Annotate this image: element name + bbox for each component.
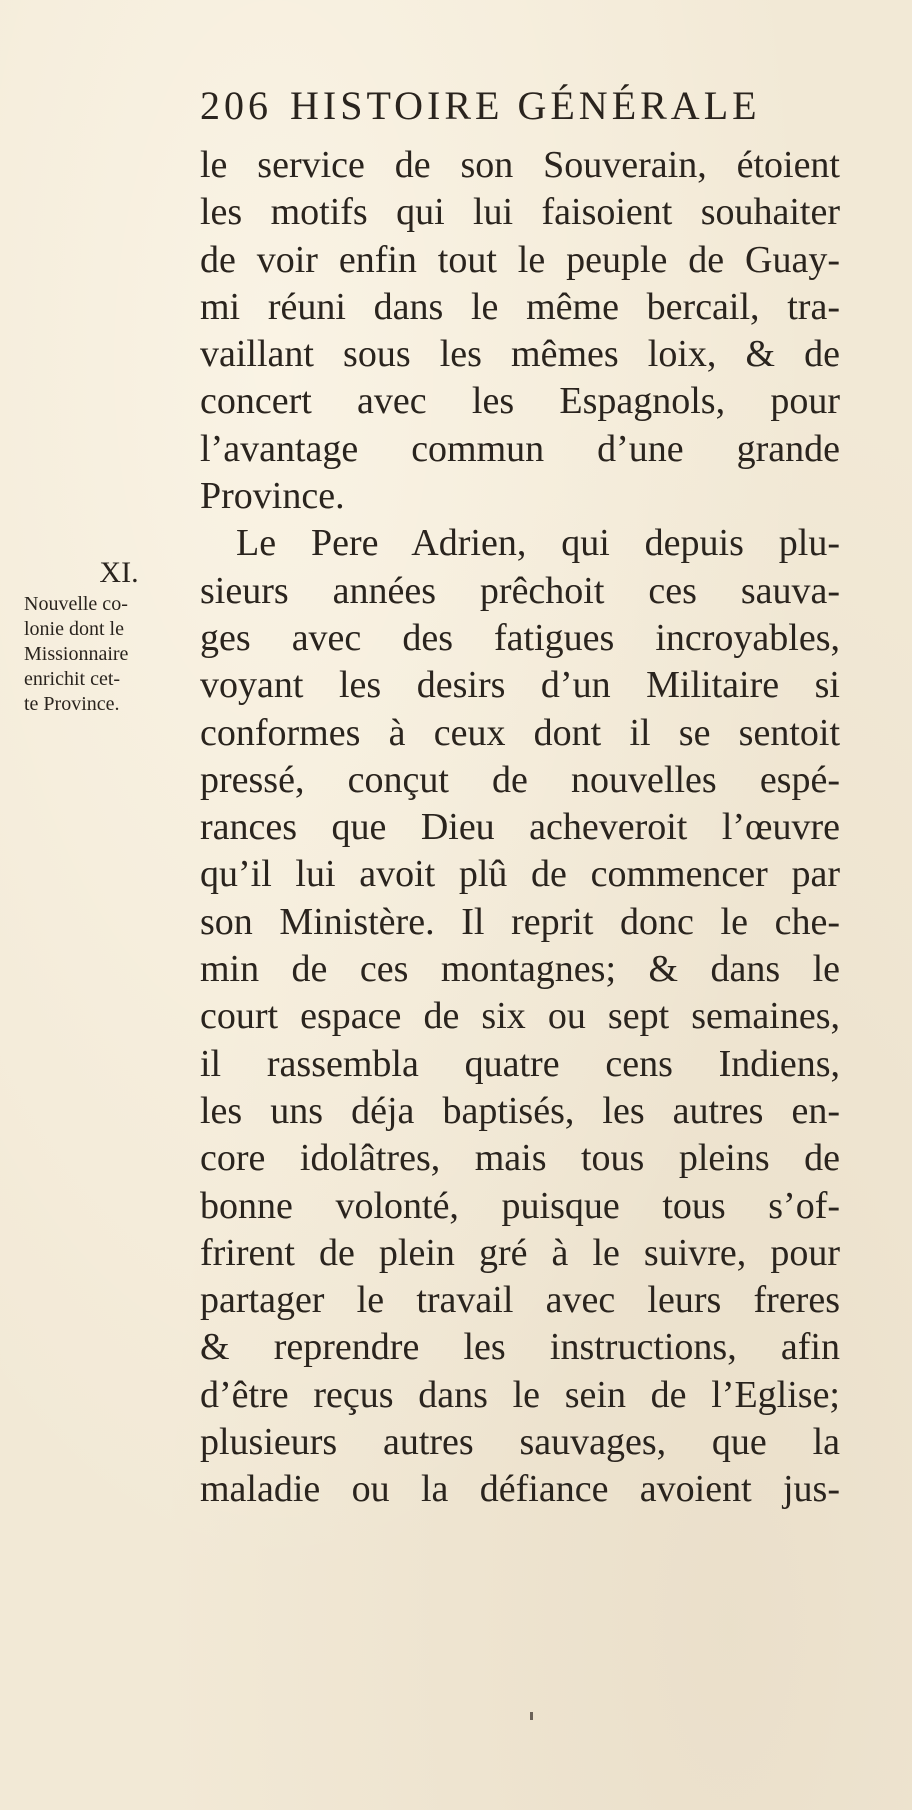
text-line: min de ces montagnes; & dans le <box>200 948 840 991</box>
text-line: pressé, conçut de nouvelles espé- <box>200 758 840 801</box>
text-line: vaillant sous les mêmes loix, & de <box>200 333 840 376</box>
margin-note <box>24 556 194 717</box>
text-line: sieurs années prêchoit ces sauva- <box>200 569 840 612</box>
page-number: 206 <box>200 83 272 128</box>
margin-note-line: Nouvelle co- <box>24 593 128 615</box>
text-line: concert avec les Espagnols, pour <box>200 380 840 423</box>
text-line: les uns déja baptisés, les autres en- <box>200 1089 840 1132</box>
text-line: conformes à ceux dont il se sentoit <box>200 711 840 754</box>
text-line: ges avec des fatigues incroyables, <box>200 616 840 659</box>
paragraph-start-line: Le Pere Adrien, qui depuis plu- <box>236 522 840 565</box>
text-line: core idolâtres, mais tous pleins de <box>200 1137 840 1180</box>
margin-note-line: enrichit cet- <box>24 668 121 690</box>
margin-note-line: te Province. <box>24 693 120 715</box>
ink-mark <box>530 1712 533 1720</box>
text-line: maladie ou la défiance avoient jus- <box>200 1468 840 1511</box>
body-text <box>200 142 840 1514</box>
text-line: voyant les desirs d’un Militaire si <box>200 664 840 707</box>
text-line: frirent de plein gré à le suivre, pour <box>200 1231 840 1274</box>
text-line: bonne volonté, puisque tous s’of- <box>200 1184 840 1227</box>
text-line: qu’il lui avoit plû de commencer par <box>200 853 840 896</box>
text-line: il rassembla quatre cens Indiens, <box>200 1042 840 1085</box>
text-line: rances que Dieu acheveroit l’œuvre <box>200 806 840 849</box>
section-number: XI. <box>99 556 139 589</box>
margin-note-line: Missionnaire <box>24 643 129 665</box>
text-line: d’être reçus dans le sein de l’Eglise; <box>200 1373 840 1416</box>
text-line: plusieurs autres sauvages, que la <box>200 1421 840 1464</box>
text-line: mi réuni dans le même bercail, tra- <box>200 285 840 328</box>
text-line: l’avantage commun d’une grande <box>200 427 840 470</box>
text-line: le service de son Souverain, étoient <box>200 144 840 186</box>
text-line: les motifs qui lui faisoient souhaiter <box>200 191 840 234</box>
text-line: son Ministère. Il reprit donc le che- <box>200 900 840 943</box>
text-line: & reprendre les instructions, afin <box>200 1326 840 1369</box>
text-line: de voir enfin tout le peuple de Guay- <box>200 238 840 281</box>
margin-note-line: lonie dont le <box>24 618 124 640</box>
text-line: partager le travail avec leurs freres <box>200 1279 840 1322</box>
running-title: HISTOIRE GÉNÉRALE <box>290 83 761 128</box>
text-line: Province. <box>200 475 345 518</box>
running-header <box>200 82 820 134</box>
text-line: court espace de six ou sept semaines, <box>200 995 840 1038</box>
